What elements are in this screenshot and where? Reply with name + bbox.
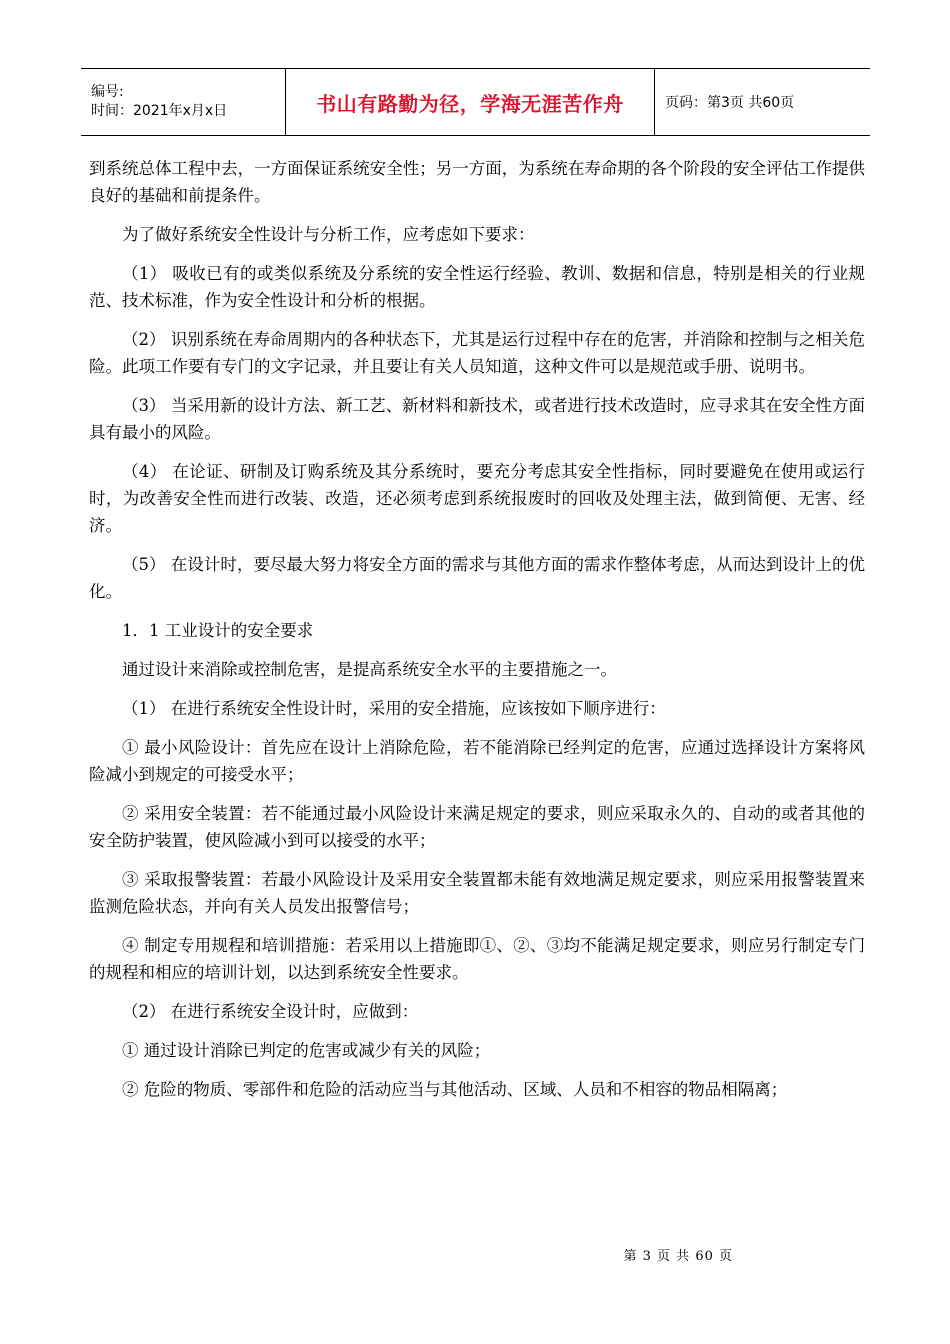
paragraph: ① 最小风险设计：首先应在设计上消除危险，若不能消除已经判定的危害，应通过选择设计方案将风险减小到规定的可接受水平；: [89, 738, 865, 784]
document-time-label: 时间：2021年x月x日: [91, 103, 228, 119]
paragraph: （3） 当采用新的设计方法、新工艺、新材料和新技术，或者进行技术改造时，应寻求其在安全性方面具有最小的风险。: [89, 396, 865, 442]
paragraph: ② 危险的物质、零部件和危险的活动应当与其他活动、区域、人员和不相容的物品相隔离；: [122, 1080, 788, 1099]
paragraph: （2） 在进行系统安全设计时，应做到：: [122, 1002, 419, 1021]
paragraph: ① 通过设计消除已判定的危害或减少有关的风险；: [122, 1041, 491, 1060]
paragraph: 到系统总体工程中去，一方面保证系统安全性；另一方面，为系统在寿命期的各个阶段的安全评估工作提供良好的基础和前提条件。: [89, 159, 865, 205]
header-motto: 书山有路勤为径，学海无涯苦作舟: [316, 91, 624, 116]
header-page-info: 页码：第3页 共60页: [665, 95, 795, 111]
paragraph: 为了做好系统安全性设计与分析工作，应考虑如下要求：: [122, 225, 535, 244]
document-body: [89, 155, 865, 1115]
paragraph: （1） 吸收已有的或类似系统及分系统的安全性运行经验、教训、数据和信息，特别是相关的行业规范、技术标准，作为安全性设计和分析的根据。: [89, 264, 865, 310]
paragraph: 1．1 工业设计的安全要求: [122, 621, 314, 640]
page-header: [81, 68, 870, 136]
paragraph: ③ 采取报警装置：若最小风险设计及采用安全装置都未能有效地满足规定要求，则应采用报警装置来监测危险状态，并向有关人员发出报警信号；: [89, 870, 865, 916]
paragraph: （1） 在进行系统安全性设计时，采用的安全措施，应该按如下顺序进行：: [122, 699, 666, 718]
paragraph: ④ 制定专用规程和培训措施：若采用以上措施即①、②、③均不能满足规定要求，则应另行制定专门的规程和相应的培训计划，以达到系统安全性要求。: [89, 936, 865, 982]
document-number-label: 编号:: [91, 84, 124, 100]
paragraph: （2） 识别系统在寿命周期内的各种状态下，尤其是运行过程中存在的危害，并消除和控制与之相关危险。此项工作要有专门的文字记录，并且要让有关人员知道，这种文件可以是规范或手册、说明书。: [89, 330, 865, 376]
footer-page-number: 第 3 页 共 60 页: [623, 1249, 733, 1264]
paragraph: ② 采用安全装置：若不能通过最小风险设计来满足规定的要求，则应采取永久的、自动的或者其他的安全防护装置，使风险减小到可以接受的水平；: [89, 804, 865, 850]
paragraph: （5） 在设计时，要尽最大努力将安全方面的需求与其他方面的需求作整体考虑，从而达到设计上的优化。: [89, 555, 865, 601]
paragraph: （4） 在论证、研制及订购系统及其分系统时，要充分考虑其安全性指标，同时要避免在使用或运行时，为改善安全性而进行改装、改造，还必须考虑到系统报废时的回收及处理主法，做到简便、无害、经济。: [89, 462, 865, 535]
paragraph: 通过设计来消除或控制危害，是提高系统安全水平的主要措施之一。: [122, 660, 617, 679]
page-footer: [0, 1245, 950, 1264]
header-meta: [81, 69, 285, 135]
header-motto-cell: [285, 69, 655, 135]
